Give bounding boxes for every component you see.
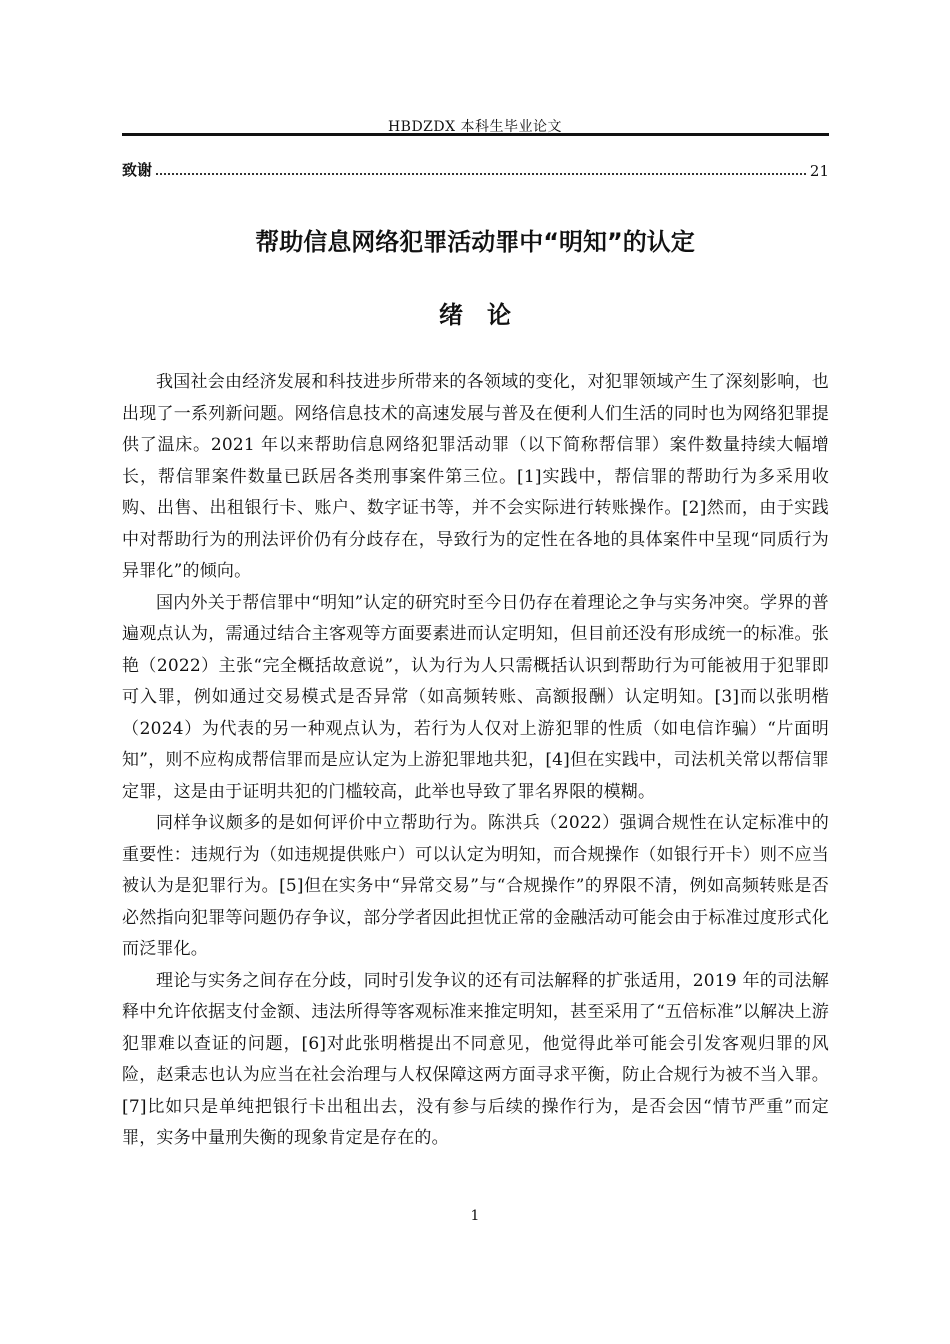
toc-entry <box>122 158 829 180</box>
body-text <box>122 367 829 1155</box>
section-heading: 绪 论 <box>439 301 511 329</box>
header-rule <box>122 133 829 136</box>
paragraph-2: 国内外关于帮信罪中“明知”认定的研究时至今日仍存在着理论之争与实务冲突。学界的普遍观点认为，需通过结合主客观等方面要素进而认定明知，但目前还没有形成统一的标准。张艳（2022）主张“完全概括故意说”，认为行为人只需概括认识到帮助行为可能被用于犯罪即可入罪，例如通过交易模式是否异常（如高频转账、高额报酬）认定明知。[3]而以张明楷（2024）为代表的另一种观点认为，若行为人仅对上游犯罪的性质（如电信诈骗）“片面明知”，则不应构成帮信罪而是应认定为上游犯罪地共犯，[4]但在实践中，司法机关常以帮信罪定罪，这是由于证明共犯的门槛较高，此举也导致了罪名界限的模糊。 <box>122 592 829 802</box>
toc-page-number: 21 <box>809 162 829 180</box>
running-header: HBDZDX 本科生毕业论文 <box>387 119 563 135</box>
toc-label: 致谢 <box>122 161 153 179</box>
paragraph-3: 同样争议颇多的是如何评价中立帮助行为。陈洪兵（2022）强调合规性在认定标准中的重要性：违规行为（如违规提供账户）可以认定为明知，而合规操作（如银行开卡）则不应当被认为是犯罪行为。[5]但在实务中“异常交易”与“合规操作”的界限不清，例如高频转账是否必然指向犯罪等问题仍存争议，部分学者因此担忧正常的金融活动可能会由于标准过度形式化而泛罪化。 <box>122 813 829 959</box>
paper-title: 帮助信息网络犯罪活动罪中“明知”的认定 <box>255 228 695 256</box>
page-number: 1 <box>470 1208 480 1224</box>
paragraph-4: 理论与实务之间存在分歧，同时引发争议的还有司法解释的扩张适用，2019 年的司法解释中允许依据支付金额、违法所得等客观标准来推定明知，甚至采用了“五倍标准”以解决上游犯罪难以查证的问题，[6]对此张明楷提出不同意见，他觉得此举可能会引发客观归罪的风险，赵秉志也认为应当在社会治理与人权保障这两方面寻求平衡，防止合规行为被不当入罪。[7]比如只是单纯把银行卡出租出去，没有参与后续的操作行为，是否会因“情节严重”而定罪，实务中量刑失衡的现象肯定是存在的。 <box>122 970 829 1148</box>
toc-leader-dots <box>156 173 806 175</box>
paragraph-1: 我国社会由经济发展和科技进步所带来的各领域的变化，对犯罪领域产生了深刻影响，也出现了一系列新问题。网络信息技术的高速发展与普及在便利人们生活的同时也为网络犯罪提供了温床。2021 年以来帮助信息网络犯罪活动罪（以下简称帮信罪）案件数量持续大幅增长，帮信罪案件数量已跃居各类刑事案件第三位。[1]实践中，帮信罪的帮助行为多采用收购、出售、出租银行卡、账户、数字证书等，并不会实际进行转账操作。[2]然而，由于实践中对帮助行为的刑法评价仍有分歧存在，导致行为的定性在各地的具体案件中呈现“同质行为异罪化”的倾向。 <box>122 372 829 581</box>
